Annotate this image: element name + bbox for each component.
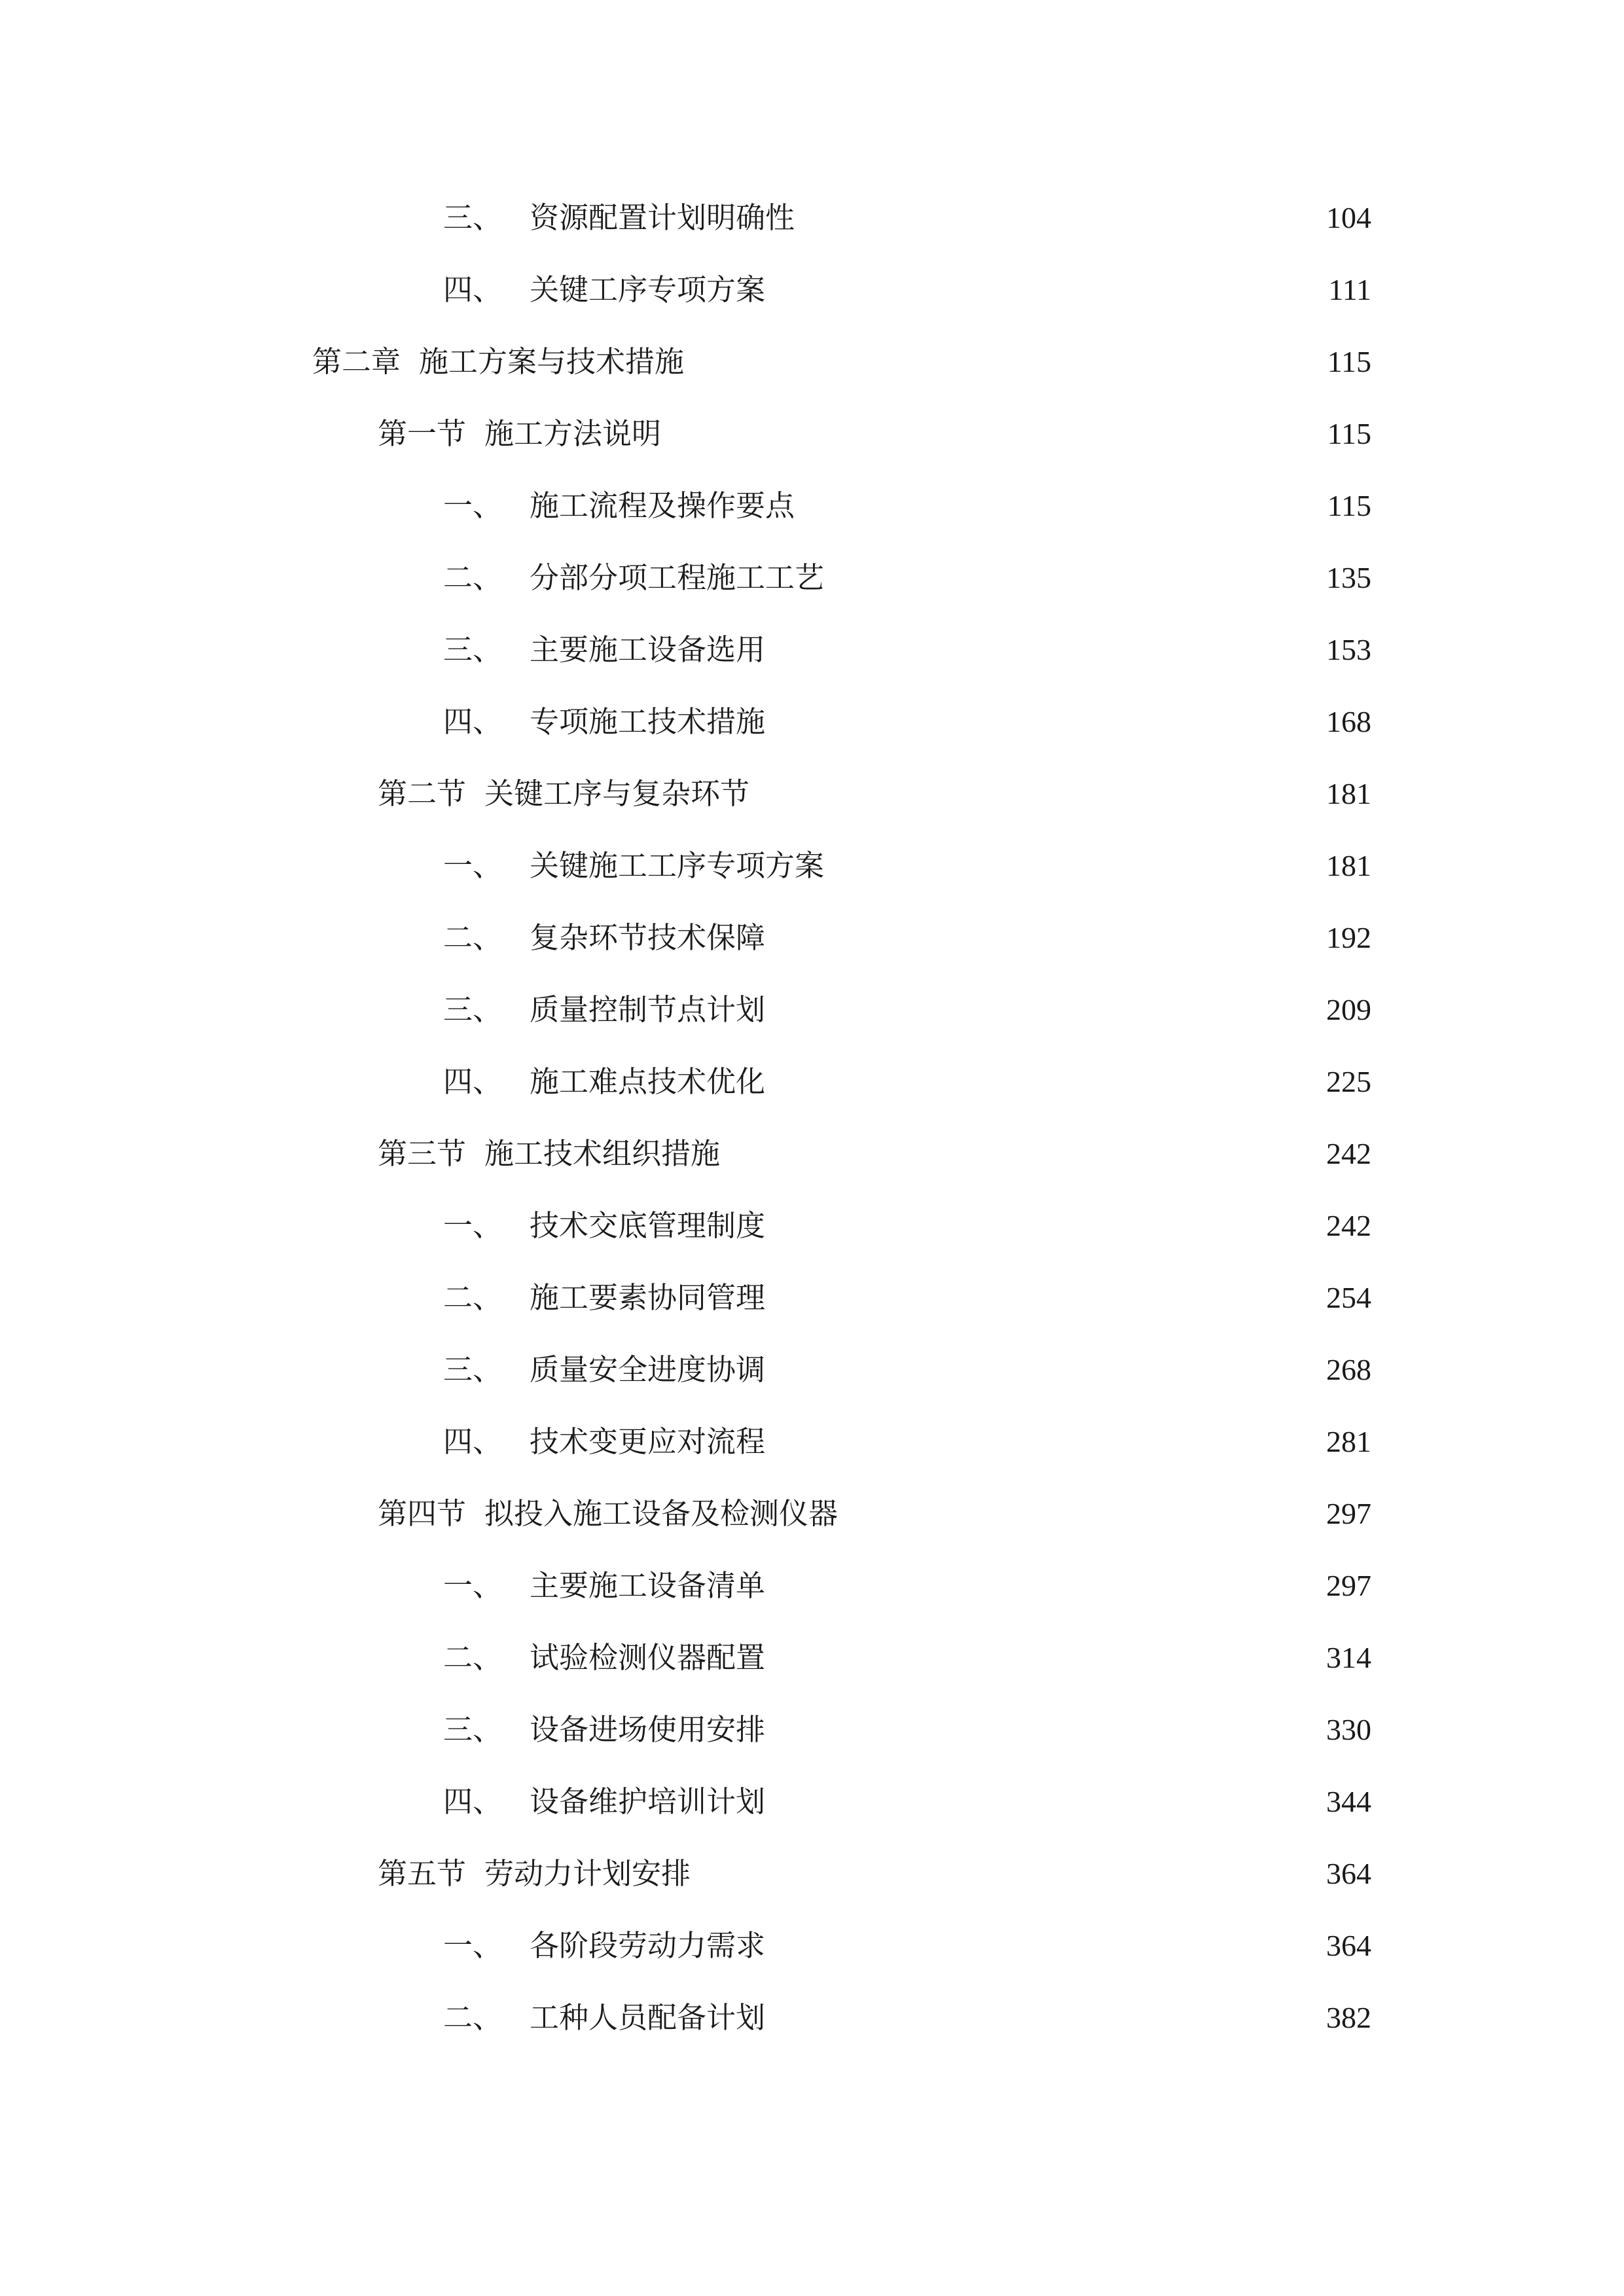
entry-marker: 四、	[443, 1424, 503, 1459]
entry-page-number: 254	[1326, 1281, 1371, 1314]
entry-label	[378, 414, 661, 454]
entry-label	[443, 1062, 765, 1102]
entry-marker: 四、	[443, 272, 503, 307]
entry-title: 设备维护培训计划	[530, 1784, 766, 1819]
entry-marker: 第二节	[378, 776, 467, 811]
entry-page-number: 382	[1326, 2001, 1371, 2034]
toc-entry[interactable]	[443, 558, 1371, 598]
dot-leader	[833, 564, 1318, 593]
entry-marker: 二、	[443, 560, 503, 595]
entry-page-number: 168	[1326, 705, 1371, 738]
entry-page-number: 181	[1326, 777, 1371, 810]
toc-entry[interactable]	[378, 414, 1371, 454]
dot-leader	[774, 2003, 1318, 2033]
toc-entry[interactable]	[378, 1854, 1371, 1893]
entry-page-number: 115	[1327, 489, 1371, 522]
entry-label	[443, 846, 824, 886]
entry-page-number: 297	[1326, 1497, 1371, 1530]
entry-marker: 三、	[443, 632, 503, 667]
dot-leader	[804, 492, 1320, 521]
entry-marker: 第三节	[378, 1136, 467, 1171]
entry-label	[443, 198, 795, 238]
entry-title: 施工难点技术优化	[530, 1064, 766, 1099]
entry-title: 施工流程及操作要点	[530, 488, 795, 523]
dot-leader	[759, 780, 1318, 809]
entry-marker: 四、	[443, 1784, 503, 1819]
toc-entry[interactable]	[443, 1566, 1371, 1605]
entry-marker: 一、	[443, 1568, 503, 1603]
entry-marker: 二、	[443, 920, 503, 955]
entry-title: 分部分项工程施工工艺	[530, 560, 825, 595]
entry-marker: 一、	[443, 1928, 503, 1963]
entry-title: 复杂环节技术保障	[530, 920, 766, 955]
entry-label	[312, 342, 684, 382]
dot-leader	[774, 1643, 1318, 1673]
entry-label	[443, 630, 765, 670]
entry-title: 技术变更应对流程	[530, 1424, 766, 1459]
dot-leader	[774, 924, 1318, 953]
entry-marker: 二、	[443, 1280, 503, 1315]
dot-leader	[774, 1571, 1318, 1601]
dot-leader	[774, 1931, 1318, 1961]
entry-page-number: 330	[1326, 1713, 1371, 1746]
entry-page-number: 153	[1326, 633, 1371, 666]
toc-entry[interactable]	[312, 342, 1371, 382]
toc-entry[interactable]	[443, 1278, 1371, 1318]
dot-leader	[774, 636, 1318, 665]
toc-entry[interactable]	[443, 198, 1371, 238]
entry-page-number: 364	[1326, 1929, 1371, 1962]
toc-entry[interactable]	[443, 1206, 1371, 1246]
entry-page-number: 225	[1326, 1065, 1371, 1098]
entry-label	[443, 918, 765, 958]
dot-leader	[774, 708, 1318, 737]
entry-title: 拟投入施工设备及检测仪器	[484, 1496, 839, 1531]
toc-entry[interactable]	[443, 1998, 1371, 2037]
toc-entry[interactable]	[443, 1638, 1371, 1677]
entry-page-number: 242	[1326, 1209, 1371, 1242]
entry-title: 质量安全进度协调	[530, 1352, 766, 1387]
toc-entry[interactable]	[443, 630, 1371, 670]
entry-label	[443, 1710, 765, 1749]
toc-entry[interactable]	[443, 1710, 1371, 1749]
toc-entry[interactable]	[378, 1134, 1371, 1174]
entry-marker: 三、	[443, 1712, 503, 1747]
dot-leader	[774, 1211, 1318, 1241]
toc-entry[interactable]	[443, 486, 1371, 526]
entry-title: 施工方法说明	[484, 416, 662, 451]
entry-title: 关键工序专项方案	[530, 272, 766, 307]
entry-marker: 四、	[443, 704, 503, 739]
toc-entry[interactable]	[443, 1422, 1371, 1462]
dot-leader	[833, 852, 1318, 881]
entry-page-number: 135	[1326, 561, 1371, 594]
entry-page-number: 242	[1326, 1137, 1371, 1170]
entry-title: 施工技术组织措施	[484, 1136, 721, 1171]
entry-label	[443, 1206, 765, 1246]
entry-marker: 一、	[443, 488, 503, 523]
entry-title: 各阶段劳动力需求	[530, 1928, 766, 1963]
dot-leader	[774, 276, 1320, 305]
entry-title: 主要施工设备清单	[530, 1568, 766, 1603]
entry-page-number: 115	[1327, 417, 1371, 450]
dot-leader	[774, 996, 1318, 1025]
entry-label	[443, 1998, 765, 2037]
entry-label	[378, 1854, 691, 1893]
toc-entry[interactable]	[378, 1494, 1371, 1534]
entry-title: 专项施工技术措施	[530, 704, 766, 739]
entry-marker: 四、	[443, 1064, 503, 1099]
entry-marker: 第二章	[312, 344, 401, 379]
dot-leader	[774, 1067, 1318, 1097]
toc-entry[interactable]	[443, 918, 1371, 958]
entry-marker: 三、	[443, 200, 503, 235]
entry-page-number: 364	[1326, 1857, 1371, 1890]
entry-marker: 三、	[443, 992, 503, 1027]
entry-label	[378, 774, 749, 814]
entry-label	[443, 1782, 765, 1821]
dot-leader	[729, 1139, 1318, 1169]
entry-title: 施工方案与技术措施	[419, 344, 685, 379]
entry-page-number: 192	[1326, 921, 1371, 954]
entry-title: 劳动力计划安排	[484, 1856, 691, 1891]
entry-marker: 二、	[443, 2000, 503, 2035]
entry-title: 技术交底管理制度	[530, 1208, 766, 1243]
entry-page-number: 209	[1326, 993, 1371, 1026]
entry-title: 质量控制节点计划	[530, 992, 766, 1027]
entry-marker: 第五节	[378, 1856, 467, 1891]
entry-page-number: 111	[1328, 273, 1371, 306]
entry-title: 施工要素协同管理	[530, 1280, 766, 1315]
entry-label	[443, 486, 795, 526]
dot-leader	[774, 1355, 1318, 1385]
toc-entry[interactable]	[443, 1062, 1371, 1102]
toc-entry[interactable]	[443, 990, 1371, 1030]
entry-title: 设备进场使用安排	[530, 1712, 766, 1747]
dot-leader	[774, 1283, 1318, 1313]
entry-title: 工种人员配备计划	[530, 2000, 766, 2035]
toc-entry[interactable]	[378, 774, 1371, 814]
dot-leader	[670, 420, 1320, 449]
entry-label	[443, 270, 765, 310]
entry-page-number: 181	[1326, 849, 1371, 882]
dot-leader	[700, 1859, 1318, 1889]
entry-page-number: 281	[1326, 1425, 1371, 1458]
dot-leader	[774, 1427, 1318, 1457]
toc-entry[interactable]	[443, 1926, 1371, 1965]
entry-title: 关键施工工序专项方案	[530, 848, 825, 883]
entry-label	[443, 990, 765, 1030]
toc-entry[interactable]	[443, 846, 1371, 886]
dot-leader	[804, 204, 1318, 233]
entry-label	[443, 702, 765, 742]
entry-marker: 第一节	[378, 416, 467, 451]
entry-page-number: 115	[1327, 345, 1371, 378]
entry-title: 资源配置计划明确性	[530, 200, 795, 235]
entry-label	[443, 1350, 765, 1390]
entry-marker: 二、	[443, 1640, 503, 1675]
toc-entry[interactable]	[443, 270, 1371, 310]
entry-marker: 三、	[443, 1352, 503, 1387]
entry-page-number: 297	[1326, 1569, 1371, 1602]
entry-marker: 一、	[443, 848, 503, 883]
entry-title: 关键工序与复杂环节	[484, 776, 750, 811]
dot-leader	[847, 1499, 1318, 1529]
entry-label	[443, 1926, 765, 1965]
toc-entry[interactable]	[443, 1350, 1371, 1390]
dot-leader	[774, 1715, 1318, 1745]
toc-entry[interactable]	[443, 1782, 1371, 1821]
dot-leader	[774, 1787, 1318, 1817]
entry-label	[443, 1638, 765, 1677]
entry-label	[443, 558, 824, 598]
entry-title: 试验检测仪器配置	[530, 1640, 766, 1675]
entry-label	[443, 1278, 765, 1318]
dot-leader	[693, 348, 1320, 377]
entry-page-number: 344	[1326, 1785, 1371, 1818]
entry-label	[378, 1494, 838, 1534]
entry-label	[443, 1422, 765, 1462]
entry-marker: 一、	[443, 1208, 503, 1243]
entry-page-number: 314	[1326, 1641, 1371, 1674]
entry-title: 主要施工设备选用	[530, 632, 766, 667]
entry-label	[443, 1566, 765, 1605]
entry-label	[378, 1134, 720, 1174]
entry-page-number: 104	[1326, 201, 1371, 234]
toc-entry[interactable]	[443, 702, 1371, 742]
entry-page-number: 268	[1326, 1353, 1371, 1386]
entry-marker: 第四节	[378, 1496, 467, 1531]
